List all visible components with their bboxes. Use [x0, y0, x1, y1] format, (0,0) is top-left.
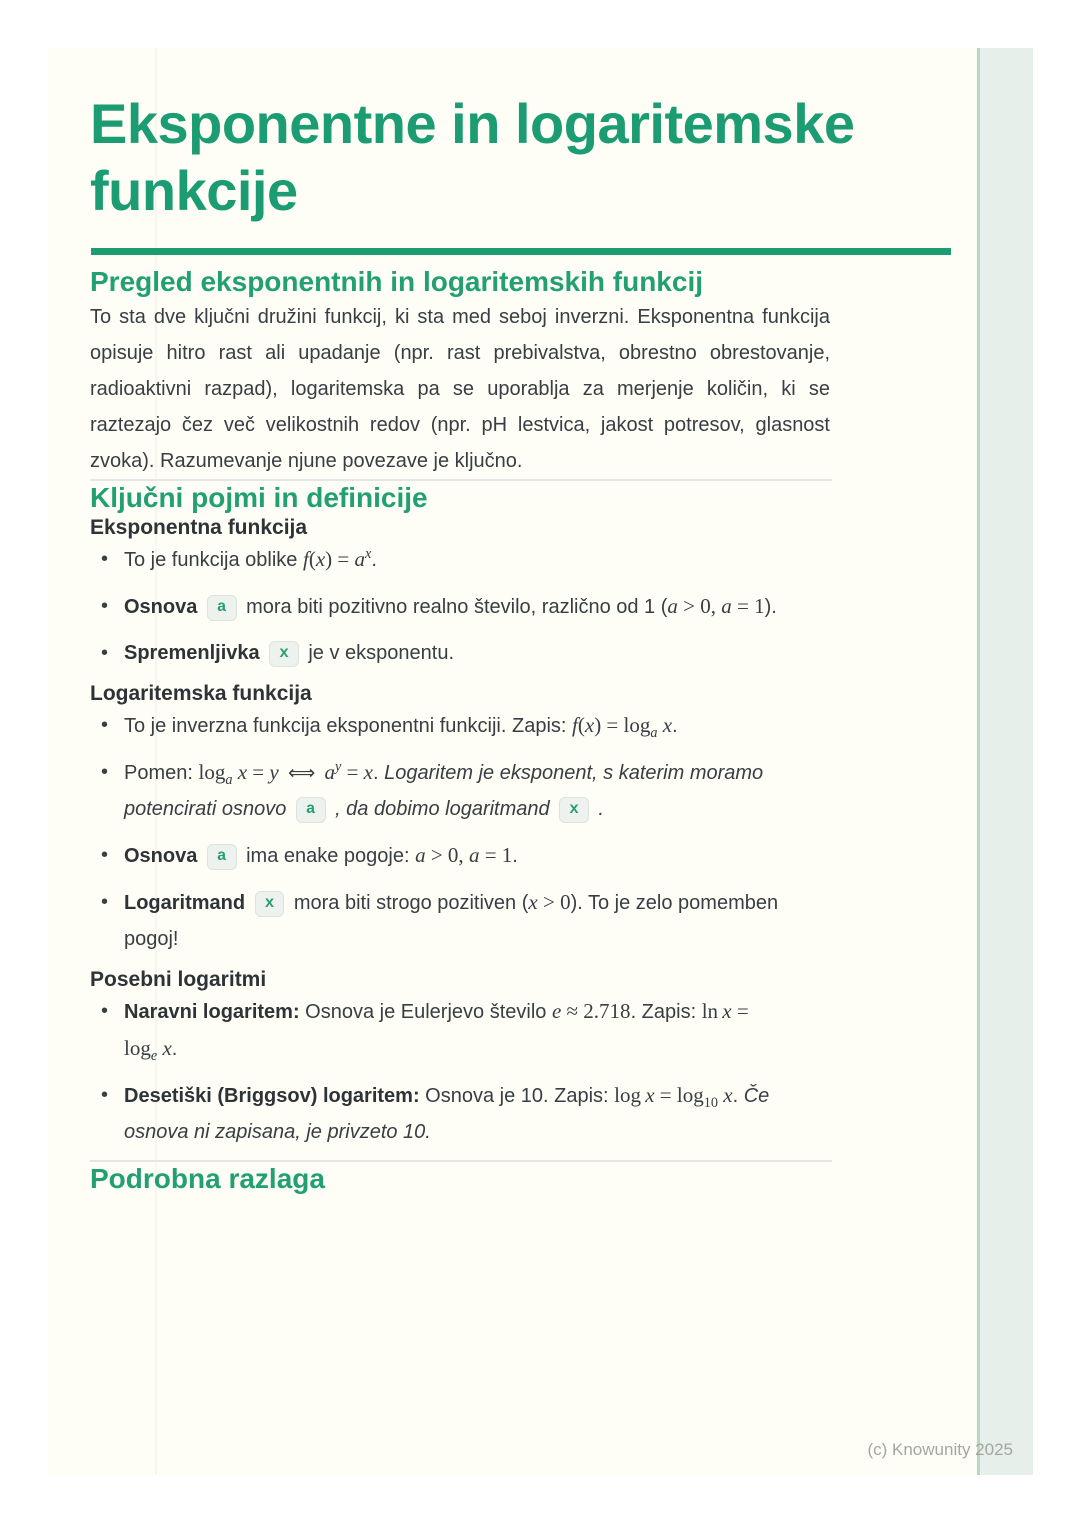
copyright-note: (c) Knowunity 2025	[867, 1440, 1013, 1459]
list-item: • Pomen: $\log_a x = y$ ⟺ $a^y = x$. Logaritem je eksponent, s katerim moramo potencirati osnovo a , da dobimo logaritmand x .	[90, 754, 890, 827]
list-item: • Naravni logaritem: Osnova je Eulerjevo število e ≈ 2.718. Zapis: ln x = $\log_e x$.	[90, 993, 890, 1067]
inline-code-chip: x	[269, 641, 299, 667]
title-rule	[91, 248, 951, 255]
bullet-list-eksponentna	[90, 541, 890, 671]
bullet-list-posebni	[90, 993, 890, 1150]
inline-code-chip: a	[207, 595, 237, 621]
list-item: • Osnova a ima enake pogoje: a > 0, a = 1.	[90, 837, 890, 874]
subheading-logaritemska-funkcija: Logaritemska funkcija	[90, 682, 312, 705]
inline-code-chip: a	[207, 844, 237, 870]
list-item: • Osnova a mora biti pozitivno realno število, različno od 1 (a > 0, a = 1).	[90, 588, 890, 625]
list-item: • Desetiški (Briggsov) logaritem: Osnova je 10. Zapis: $\log x = \log_{10} x$. Če osnova ni zapisana, je privzeto 10.	[90, 1077, 890, 1150]
subheading-posebni-logaritmi: Posebni logaritmi	[90, 968, 267, 991]
detailed-heading: Podrobna razlaga	[90, 1163, 325, 1194]
overview-paragraph: To sta dve ključni družini funkcij, ki sta med seboj inverzni. Eksponentna funkcija opisuje hitro rast ali upadanje (npr. rast prebivalstva, obrestno obrestovanje, radioaktivni razpad), logaritemska pa se uporablja za merjenje količin, ki se raztezajo čez več velikostnih redov (npr. pH lestvica, jakost potresov, glasnost zvoka). Razumevanje njune povezave je ključno.	[90, 306, 830, 472]
inline-code-chip: x	[559, 797, 589, 823]
side-stripe	[977, 48, 1033, 1475]
page-title: Eksponentne in logaritemske funkcije	[90, 92, 855, 222]
list-item: • Logaritmand x mora biti strogo pozitiven (x > 0). To je zelo pomemben pogoj!	[90, 884, 890, 957]
list-item: • Spremenljivka x je v eksponentu.	[90, 635, 890, 671]
document-page	[48, 48, 1033, 1475]
concepts-heading: Ključni pojmi in definicije	[90, 482, 428, 513]
list-item: • To je funkcija oblike $f(x) = a^x$.	[90, 541, 890, 578]
subheading-eksponentna-funkcija: Eksponentna funkcija	[90, 516, 308, 539]
list-item: • To je inverzna funkcija eksponentni funkciji. Zapis: $f(x) = \log_a x$.	[90, 707, 890, 744]
overview-heading: Pregled eksponentnih in logaritemskih funkcij	[90, 266, 704, 297]
inline-code-chip: x	[255, 891, 285, 917]
page-content	[90, 90, 952, 1196]
bullet-list-logaritemska	[90, 707, 890, 957]
inline-code-chip: a	[296, 797, 326, 823]
